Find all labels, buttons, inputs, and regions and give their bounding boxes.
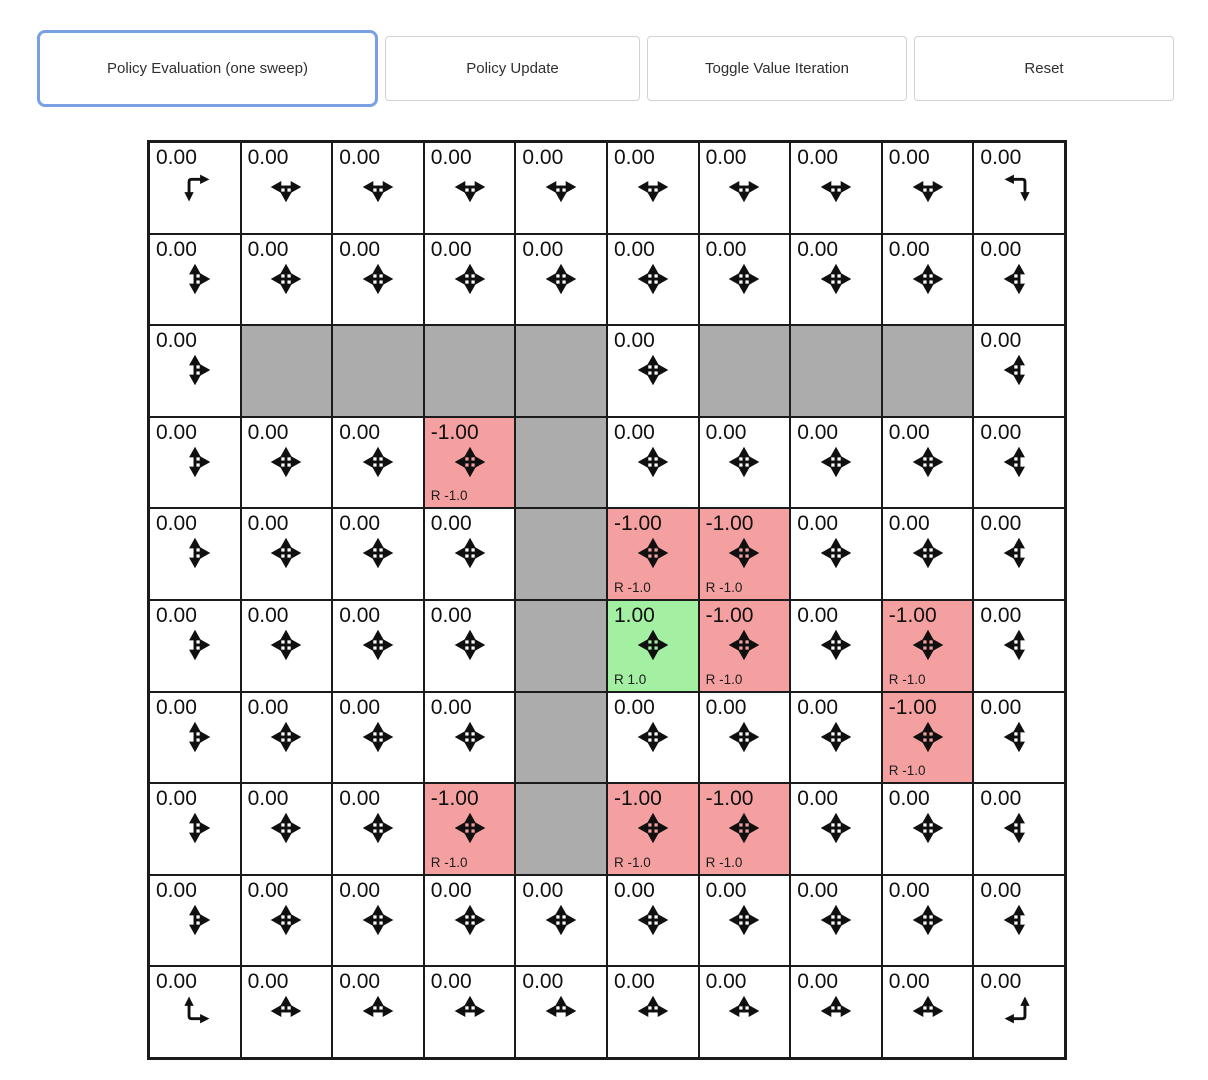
cell-value: 0.00: [888, 146, 930, 169]
cell-value: 0.00: [430, 878, 472, 902]
cell-value: 0.00: [980, 329, 1022, 353]
policy-arrows-all-directions-icon: [911, 628, 945, 662]
policy-arrows-all-directions-icon: [636, 262, 670, 296]
cell-value: 0.00: [339, 970, 381, 994]
policy-arrows-left-right-down-icon: [453, 170, 487, 204]
cell-value: 0.00: [522, 970, 564, 994]
policy-arrows-all-directions-icon: [453, 445, 487, 479]
grid-cell-r6c1[interactable]: [241, 692, 333, 784]
grid-cell-r7c6[interactable]: [699, 783, 791, 875]
cell-value: 0.00: [797, 146, 839, 169]
grid-wall-cell-r4c4[interactable]: [515, 508, 607, 600]
policy-arrows-all-directions-icon: [911, 903, 945, 937]
grid-cell-r8c8[interactable]: [882, 875, 974, 967]
cell-value: 0.00: [247, 787, 289, 811]
grid-cell-r0c5[interactable]: [607, 142, 699, 234]
cell-value: 0.00: [339, 787, 381, 811]
cell-value: 0.00: [339, 420, 381, 444]
policy-arrows-all-directions-icon: [269, 811, 303, 845]
cell-reward-label: R -1.0: [705, 579, 743, 595]
cell-value: 0.00: [613, 878, 655, 902]
grid-cell-r4c0[interactable]: [149, 508, 241, 600]
policy-arrows-left-right-up-icon: [361, 994, 395, 1028]
grid-cell-r4c1[interactable]: [241, 508, 333, 600]
cell-value: 0.00: [705, 237, 747, 261]
cell-value: 0.00: [247, 603, 289, 627]
policy-arrows-all-directions-icon: [819, 628, 853, 662]
cell-value: 0.00: [430, 237, 472, 261]
grid-cell-r4c5[interactable]: [607, 508, 699, 600]
policy-arrows-all-directions-icon: [361, 811, 395, 845]
policy-arrows-up-down-left-icon: [1002, 903, 1036, 937]
grid-cell-r5c1[interactable]: [241, 600, 333, 692]
policy-arrows-all-directions-icon: [361, 262, 395, 296]
grid-cell-r7c3[interactable]: [424, 783, 516, 875]
policy-arrows-left-right-up-icon: [269, 994, 303, 1028]
cell-value: 0.00: [156, 420, 197, 444]
cell-value: 0.00: [980, 420, 1022, 444]
grid-cell-r1c0[interactable]: [149, 234, 241, 326]
policy-arrows-all-directions-icon: [911, 262, 945, 296]
policy-arrows-left-right-up-icon: [911, 994, 945, 1028]
cell-value: 0.00: [156, 146, 197, 169]
policy-arrows-left-right-down-icon: [361, 170, 395, 204]
grid-cell-r4c9[interactable]: [973, 508, 1065, 600]
cell-value: 0.00: [888, 970, 930, 994]
grid-cell-r0c1[interactable]: [241, 142, 333, 234]
grid-cell-r5c8[interactable]: [882, 600, 974, 692]
policy-arrows-all-directions-icon: [361, 445, 395, 479]
cell-value: 0.00: [156, 878, 197, 902]
policy-arrows-left-right-down-icon: [544, 170, 578, 204]
cell-value: 0.00: [430, 146, 472, 169]
cell-value: 0.00: [613, 970, 655, 994]
grid-wall-cell-r2c1[interactable]: [241, 325, 333, 417]
cell-value: 0.00: [980, 787, 1022, 811]
cell-value: 0.00: [430, 512, 472, 536]
cell-value: 0.00: [613, 237, 655, 261]
grid-wall-cell-r3c4[interactable]: [515, 417, 607, 509]
cell-value: 0.00: [247, 695, 289, 719]
grid-cell-r5c3[interactable]: [424, 600, 516, 692]
grid-cell-r0c6[interactable]: [699, 142, 791, 234]
grid-cell-r4c3[interactable]: [424, 508, 516, 600]
policy-arrows-all-directions-icon: [453, 720, 487, 754]
cell-value: 0.00: [980, 237, 1022, 261]
grid-cell-r1c9[interactable]: [973, 234, 1065, 326]
policy-arrows-all-directions-icon: [636, 353, 670, 387]
policy-arrows-all-directions-icon: [727, 536, 761, 570]
policy-arrows-all-directions-icon: [269, 720, 303, 754]
cell-value: 0.00: [980, 878, 1022, 902]
grid-wall-cell-r7c4[interactable]: [515, 783, 607, 875]
cell-value: 0.00: [522, 237, 564, 261]
grid-cell-r7c8[interactable]: [882, 783, 974, 875]
cell-reward-label: R -1.0: [888, 671, 926, 687]
policy-arrows-left-right-down-icon: [636, 170, 670, 204]
grid-cell-r7c1[interactable]: [241, 783, 333, 875]
grid-cell-r1c8[interactable]: [882, 234, 974, 326]
policy-arrows-left-right-up-icon: [819, 994, 853, 1028]
cell-value: 0.00: [888, 512, 930, 536]
policy-arrows-all-directions-icon: [819, 262, 853, 296]
policy-arrows-up-down-left-icon: [1002, 445, 1036, 479]
policy-arrows-all-directions-icon: [636, 903, 670, 937]
cell-value: 0.00: [430, 603, 472, 627]
cell-value: 0.00: [522, 878, 564, 902]
grid-cell-r4c8[interactable]: [882, 508, 974, 600]
grid-cell-r1c6[interactable]: [699, 234, 791, 326]
policy-arrows-all-directions-icon: [269, 903, 303, 937]
policy-arrows-left-right-up-icon: [544, 994, 578, 1028]
policy-update-button[interactable]: Policy Update: [385, 36, 640, 101]
cell-value: 0.00: [705, 146, 747, 169]
policy-arrows-all-directions-icon: [361, 628, 395, 662]
cell-value: 0.00: [980, 970, 1022, 994]
cell-value: 0.00: [797, 512, 839, 536]
cell-value: 0.00: [339, 695, 381, 719]
grid-cell-r1c7[interactable]: [790, 234, 882, 326]
cell-value: 0.00: [980, 512, 1022, 536]
policy-arrows-all-directions-icon: [911, 720, 945, 754]
grid-cell-r8c1[interactable]: [241, 875, 333, 967]
policy-arrows-up-down-left-icon: [1002, 720, 1036, 754]
grid-cell-r4c6[interactable]: [699, 508, 791, 600]
policy-arrows-all-directions-icon: [727, 811, 761, 845]
grid-cell-r0c0[interactable]: [149, 142, 241, 234]
cell-reward-label: R -1.0: [430, 488, 468, 504]
cell-value: 0.00: [339, 512, 381, 536]
grid-cell-r9c9[interactable]: [973, 966, 1065, 1058]
policy-arrows-all-directions-icon: [727, 628, 761, 662]
grid-cell-r3c9[interactable]: [973, 417, 1065, 509]
cell-value: 0.00: [247, 970, 289, 994]
reset-button[interactable]: Reset: [914, 36, 1174, 101]
policy-arrows-left-right-down-icon: [269, 170, 303, 204]
grid-cell-r2c9[interactable]: [973, 325, 1065, 417]
grid-cell-r3c6[interactable]: [699, 417, 791, 509]
cell-value: 0.00: [339, 146, 381, 169]
grid-wall-cell-r5c4[interactable]: [515, 600, 607, 692]
cell-value: 0.00: [339, 237, 381, 261]
grid-cell-r8c9[interactable]: [973, 875, 1065, 967]
policy-arrows-all-directions-icon: [819, 903, 853, 937]
grid-cell-r8c0[interactable]: [149, 875, 241, 967]
policy-arrows-all-directions-icon: [453, 903, 487, 937]
policy-arrows-all-directions-icon: [911, 811, 945, 845]
grid-wall-cell-r2c2[interactable]: [332, 325, 424, 417]
policy-arrows-all-directions-icon: [453, 811, 487, 845]
cell-reward-label: R -1.0: [613, 579, 651, 595]
policy-arrows-all-directions-icon: [544, 262, 578, 296]
policy-arrows-all-directions-icon: [636, 536, 670, 570]
grid-cell-r3c8[interactable]: [882, 417, 974, 509]
policy-arrows-all-directions-icon: [911, 445, 945, 479]
grid-cell-r9c1[interactable]: [241, 966, 333, 1058]
grid-cell-r7c0[interactable]: [149, 783, 241, 875]
cell-value: 0.00: [797, 237, 839, 261]
cell-value: 0.00: [156, 695, 197, 719]
grid-cell-r6c2[interactable]: [332, 692, 424, 784]
grid-cell-r9c5[interactable]: [607, 966, 699, 1058]
grid-cell-r6c6[interactable]: [699, 692, 791, 784]
policy-arrows-up-down-right-icon: [178, 811, 212, 845]
cell-value: -1.00: [705, 787, 754, 811]
grid-cell-r1c4[interactable]: [515, 234, 607, 326]
grid-cell-r0c3[interactable]: [424, 142, 516, 234]
grid-cell-r4c7[interactable]: [790, 508, 882, 600]
cell-value: -1.00: [888, 603, 937, 627]
cell-value: -1.00: [705, 512, 754, 536]
policy-arrows-all-directions-icon: [453, 262, 487, 296]
grid-cell-r7c9[interactable]: [973, 783, 1065, 875]
cell-value: 0.00: [430, 695, 472, 719]
grid-cell-r9c3[interactable]: [424, 966, 516, 1058]
cell-value: -1.00: [430, 420, 479, 444]
cell-value: 0.00: [980, 695, 1022, 719]
policy-arrows-up-down-left-icon: [1002, 628, 1036, 662]
grid-cell-r8c3[interactable]: [424, 875, 516, 967]
cell-value: 0.00: [797, 970, 839, 994]
cell-value: 0.00: [613, 329, 655, 353]
cell-value: 0.00: [247, 420, 289, 444]
grid-cell-r5c5[interactable]: [607, 600, 699, 692]
grid-cell-r0c7[interactable]: [790, 142, 882, 234]
cell-value: 0.00: [705, 878, 747, 902]
policy-arrows-left-right-down-icon: [727, 170, 761, 204]
cell-value: -1.00: [613, 787, 662, 811]
grid-cell-r9c6[interactable]: [699, 966, 791, 1058]
grid-wall-cell-r2c6[interactable]: [699, 325, 791, 417]
cell-value: 0.00: [797, 787, 839, 811]
policy-arrows-all-directions-icon: [361, 903, 395, 937]
policy-arrows-down-left-icon: [1002, 170, 1036, 204]
policy-arrows-all-directions-icon: [727, 445, 761, 479]
cell-value: 0.00: [705, 695, 747, 719]
grid-cell-r7c7[interactable]: [790, 783, 882, 875]
grid-cell-r5c2[interactable]: [332, 600, 424, 692]
grid-cell-r8c7[interactable]: [790, 875, 882, 967]
grid-cell-r2c5[interactable]: [607, 325, 699, 417]
policy-arrows-all-directions-icon: [819, 536, 853, 570]
cell-value: 0.00: [156, 329, 197, 353]
cell-value: 0.00: [613, 420, 655, 444]
policy-arrows-left-right-down-icon: [819, 170, 853, 204]
policy-arrows-left-right-up-icon: [636, 994, 670, 1028]
policy-arrows-up-down-right-icon: [178, 903, 212, 937]
policy-arrows-left-right-down-icon: [911, 170, 945, 204]
cell-value: 0.00: [613, 695, 655, 719]
cell-value: 0.00: [430, 970, 472, 994]
policy-arrows-all-directions-icon: [361, 720, 395, 754]
cell-value: 0.00: [797, 695, 839, 719]
cell-value: 0.00: [247, 878, 289, 902]
policy-arrows-all-directions-icon: [361, 536, 395, 570]
grid-cell-r5c0[interactable]: [149, 600, 241, 692]
policy-arrows-all-directions-icon: [911, 536, 945, 570]
policy-arrows-up-down-right-icon: [178, 720, 212, 754]
policy-arrows-all-directions-icon: [269, 262, 303, 296]
toggle-value-iteration-button[interactable]: Toggle Value Iteration: [647, 36, 907, 101]
grid-cell-r8c5[interactable]: [607, 875, 699, 967]
cell-value: 0.00: [156, 603, 197, 627]
policy-arrows-down-right-icon: [178, 170, 212, 204]
policy-arrows-all-directions-icon: [727, 903, 761, 937]
grid-cell-r6c5[interactable]: [607, 692, 699, 784]
grid-wall-cell-r2c7[interactable]: [790, 325, 882, 417]
policy-arrows-up-down-right-icon: [178, 445, 212, 479]
grid-cell-r9c7[interactable]: [790, 966, 882, 1058]
policy-arrows-all-directions-icon: [819, 811, 853, 845]
policy-arrows-left-right-up-icon: [727, 994, 761, 1028]
policy-arrows-up-left-icon: [1002, 994, 1036, 1028]
cell-value: 0.00: [980, 146, 1022, 169]
policy-arrows-all-directions-icon: [453, 628, 487, 662]
grid-cell-r6c3[interactable]: [424, 692, 516, 784]
grid-cell-r8c2[interactable]: [332, 875, 424, 967]
policy-arrows-all-directions-icon: [544, 903, 578, 937]
grid-cell-r3c5[interactable]: [607, 417, 699, 509]
cell-value: 0.00: [888, 420, 930, 444]
grid-cell-r1c2[interactable]: [332, 234, 424, 326]
grid-cell-r4c2[interactable]: [332, 508, 424, 600]
grid-cell-r6c8[interactable]: [882, 692, 974, 784]
cell-value: 0.00: [705, 420, 747, 444]
policy-arrows-all-directions-icon: [727, 720, 761, 754]
cell-value: -1.00: [430, 787, 479, 811]
cell-value: 0.00: [247, 512, 289, 536]
grid-wall-cell-r2c4[interactable]: [515, 325, 607, 417]
policy-arrows-all-directions-icon: [819, 445, 853, 479]
cell-value: 1.00: [613, 603, 655, 627]
grid-cell-r9c8[interactable]: [882, 966, 974, 1058]
grid-cell-r3c3[interactable]: [424, 417, 516, 509]
cell-reward-label: R -1.0: [705, 671, 743, 687]
policy-arrows-all-directions-icon: [727, 262, 761, 296]
grid-cell-r1c1[interactable]: [241, 234, 333, 326]
grid-cell-r5c7[interactable]: [790, 600, 882, 692]
policy-arrows-up-down-right-icon: [178, 536, 212, 570]
cell-value: 0.00: [797, 878, 839, 902]
grid-cell-r5c6[interactable]: [699, 600, 791, 692]
grid-cell-r3c2[interactable]: [332, 417, 424, 509]
grid-cell-r0c8[interactable]: [882, 142, 974, 234]
policy-arrows-all-directions-icon: [636, 811, 670, 845]
cell-value: 0.00: [247, 146, 289, 169]
cell-value: 0.00: [888, 878, 930, 902]
policy-evaluation-button[interactable]: Policy Evaluation (one sweep): [37, 30, 378, 107]
cell-value: 0.00: [797, 420, 839, 444]
cell-value: 0.00: [156, 787, 197, 811]
gridworld-grid: [147, 140, 1067, 1060]
grid-cell-r1c5[interactable]: [607, 234, 699, 326]
cell-value: 0.00: [339, 878, 381, 902]
cell-value: 0.00: [156, 512, 197, 536]
policy-arrows-up-down-left-icon: [1002, 811, 1036, 845]
grid-cell-r0c2[interactable]: [332, 142, 424, 234]
cell-reward-label: R -1.0: [613, 854, 651, 870]
cell-reward-label: R -1.0: [888, 763, 926, 779]
grid-wall-cell-r2c8[interactable]: [882, 325, 974, 417]
cell-value: 0.00: [339, 603, 381, 627]
grid-cell-r8c4[interactable]: [515, 875, 607, 967]
grid-cell-r3c0[interactable]: [149, 417, 241, 509]
grid-cell-r8c6[interactable]: [699, 875, 791, 967]
grid-cell-r7c2[interactable]: [332, 783, 424, 875]
grid-cell-r6c7[interactable]: [790, 692, 882, 784]
policy-arrows-all-directions-icon: [269, 445, 303, 479]
grid-cell-r6c9[interactable]: [973, 692, 1065, 784]
grid-cell-r6c0[interactable]: [149, 692, 241, 784]
cell-value: 0.00: [888, 237, 930, 261]
cell-reward-label: R -1.0: [705, 854, 743, 870]
grid-cell-r0c4[interactable]: [515, 142, 607, 234]
cell-value: 0.00: [522, 146, 564, 169]
policy-arrows-all-directions-icon: [636, 445, 670, 479]
policy-arrows-all-directions-icon: [636, 720, 670, 754]
cell-value: 0.00: [156, 970, 197, 994]
grid-wall-cell-r2c3[interactable]: [424, 325, 516, 417]
cell-value: 0.00: [613, 146, 655, 169]
grid-cell-r3c7[interactable]: [790, 417, 882, 509]
grid-cell-r5c9[interactable]: [973, 600, 1065, 692]
grid-cell-r9c2[interactable]: [332, 966, 424, 1058]
cell-reward-label: R 1.0: [613, 671, 647, 687]
policy-arrows-all-directions-icon: [453, 536, 487, 570]
grid-cell-r3c1[interactable]: [241, 417, 333, 509]
policy-arrows-up-down-right-icon: [178, 353, 212, 387]
grid-cell-r2c0[interactable]: [149, 325, 241, 417]
grid-wall-cell-r6c4[interactable]: [515, 692, 607, 784]
cell-reward-label: R -1.0: [430, 854, 468, 870]
policy-arrows-up-down-right-icon: [178, 262, 212, 296]
cell-value: 0.00: [980, 603, 1022, 627]
policy-arrows-all-directions-icon: [269, 628, 303, 662]
cell-value: 0.00: [888, 787, 930, 811]
cell-value: 0.00: [156, 237, 197, 261]
policy-arrows-left-right-up-icon: [453, 994, 487, 1028]
policy-arrows-up-down-right-icon: [178, 628, 212, 662]
cell-value: -1.00: [888, 695, 937, 719]
policy-arrows-up-down-left-icon: [1002, 536, 1036, 570]
grid-cell-r9c4[interactable]: [515, 966, 607, 1058]
cell-value: -1.00: [613, 512, 662, 536]
cell-value: -1.00: [705, 603, 754, 627]
cell-value: 0.00: [705, 970, 747, 994]
policy-arrows-all-directions-icon: [636, 628, 670, 662]
cell-value: 0.00: [247, 237, 289, 261]
policy-arrows-up-down-left-icon: [1002, 262, 1036, 296]
policy-arrows-up-right-icon: [178, 994, 212, 1028]
grid-cell-r0c9[interactable]: [973, 142, 1065, 234]
policy-arrows-all-directions-icon: [819, 720, 853, 754]
grid-cell-r7c5[interactable]: [607, 783, 699, 875]
grid-cell-r1c3[interactable]: [424, 234, 516, 326]
policy-arrows-all-directions-icon: [269, 536, 303, 570]
grid-cell-r9c0[interactable]: [149, 966, 241, 1058]
toolbar: [0, 0, 1208, 107]
policy-arrows-up-down-left-icon: [1002, 353, 1036, 387]
cell-value: 0.00: [797, 603, 839, 627]
